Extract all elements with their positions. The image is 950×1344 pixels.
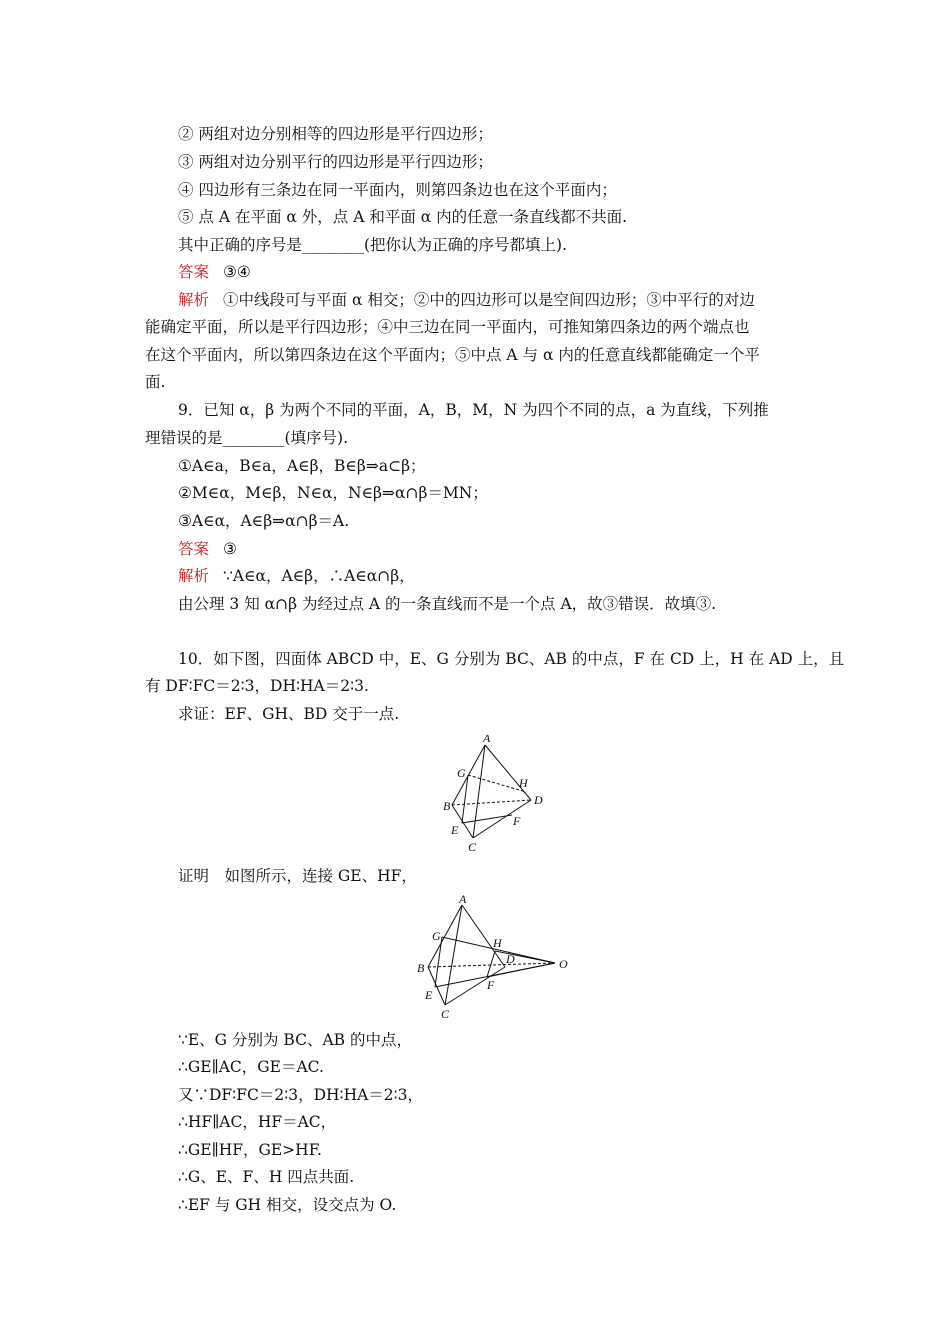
q10-stem-line-2: 有 DF∶FC＝2∶3，DH∶HA＝2∶3. <box>145 677 369 695</box>
label-B: B <box>417 961 425 975</box>
q9-stem-line-1: 9．已知 α，β 为两个不同的平面，A，B，M，N 为四个不同的点，a 为直线，下列推 <box>178 401 769 419</box>
answer-text: ③④ <box>223 263 251 281</box>
statement-2: ② 两组对边分别相等的四边形是平行四边形； <box>178 125 493 143</box>
q9-item-2: ②M∈α，M∈β，N∈α，N∈β⇒α∩β＝MN； <box>178 484 488 502</box>
label-C: C <box>441 1007 450 1020</box>
proof-line-7: ∴EF 与 GH 相交，设交点为 O. <box>178 1196 397 1214</box>
q9-analysis <box>178 566 415 586</box>
proof-intro: 证明 如图所示，连接 GE、HF， <box>178 867 417 885</box>
analysis-text: ∵A∈α，A∈β，∴A∈α∩β， <box>223 567 415 585</box>
label-O: O <box>559 957 568 971</box>
label-A: A <box>459 895 467 906</box>
q8-analysis-line-1 <box>178 290 755 310</box>
q9-item-1: ①A∈a，B∈a，A∈β，B∈β⇒a⊂β； <box>178 457 426 475</box>
q8-answer <box>178 262 251 282</box>
proof-line-1: ∵E、G 分别为 BC、AB 的中点， <box>178 1031 412 1049</box>
label-H: H <box>519 776 528 790</box>
q9-item-3: ③A∈α，A∈β⇒α∩β＝A. <box>178 512 350 530</box>
label-A: A <box>483 735 491 745</box>
question-8-prompt: 其中正确的序号是________(把你认为正确的序号都填上). <box>178 236 568 254</box>
label-B: B <box>443 799 451 813</box>
statement-3: ③ 两组对边分别平行的四边形是平行四边形； <box>178 153 493 171</box>
label-F: F <box>487 978 495 992</box>
analysis-text: ①中线段可与平面 α 相交；②中的四边形可以是空间四边形；③中平行的对边 <box>223 291 755 309</box>
label-D: D <box>534 793 543 807</box>
q8-analysis-line-2: 能确定平面，所以是平行四边形；④中三边在同一平面内，可推知第四条边的两个端点也 <box>145 318 750 336</box>
statement-5: ⑤ 点 A 在平面 α 外，点 A 和平面 α 内的任意一条直线都不共面. <box>178 208 628 226</box>
answer-tag: 答案 <box>178 263 210 281</box>
proof-line-2: ∴GE∥AC，GE＝AC. <box>178 1058 324 1076</box>
proof-line-5: ∴GE∥HF，GE>HF. <box>178 1141 322 1159</box>
label-D: D <box>506 952 515 966</box>
proof-line-6: ∴G、E、F、H 四点共面. <box>178 1168 355 1186</box>
tetrahedron-intersection-figure <box>405 895 585 1020</box>
label-E: E <box>451 823 459 837</box>
label-C: C <box>468 840 477 854</box>
answer-text: ③ <box>223 540 237 558</box>
proof-line-3: 又∵DF∶FC＝2∶3，DH∶HA＝2∶3， <box>178 1086 424 1104</box>
q9-stem-line-2: 理错误的是________(填序号). <box>145 429 349 447</box>
answer-tag: 答案 <box>178 540 210 558</box>
label-F: F <box>513 814 521 828</box>
q9-answer <box>178 539 237 559</box>
q8-analysis-line-4: 面. <box>145 373 166 391</box>
tetrahedron-figure <box>435 735 555 855</box>
q10-stem-line-3: 求证：EF、GH、BD 交于一点. <box>178 705 400 723</box>
analysis-tag: 解析 <box>178 567 210 585</box>
label-E: E <box>425 988 433 1002</box>
label-H: H <box>493 936 502 950</box>
q10-stem-line-1: 10．如下图，四面体 ABCD 中，E、G 分别为 BC、AB 的中点，F 在 CD 上，H 在 AD 上，且 <box>178 650 845 668</box>
label-G: G <box>432 929 441 943</box>
label-G: G <box>457 766 466 780</box>
q8-analysis-line-3: 在这个平面内，所以第四条边在这个平面内；⑤中点 A 与 α 内的任意直线都能确定一个平 <box>145 346 760 364</box>
analysis-tag: 解析 <box>178 291 210 309</box>
statement-4: ④ 四边形有三条边在同一平面内，则第四条边也在这个平面内； <box>178 181 617 199</box>
proof-line-4: ∴HF∥AC，HF＝AC， <box>178 1113 337 1131</box>
q9-extra: 由公理 3 知 α∩β 为经过点 A 的一条直线而不是一个点 A，故③错误．故填③. <box>178 595 717 613</box>
